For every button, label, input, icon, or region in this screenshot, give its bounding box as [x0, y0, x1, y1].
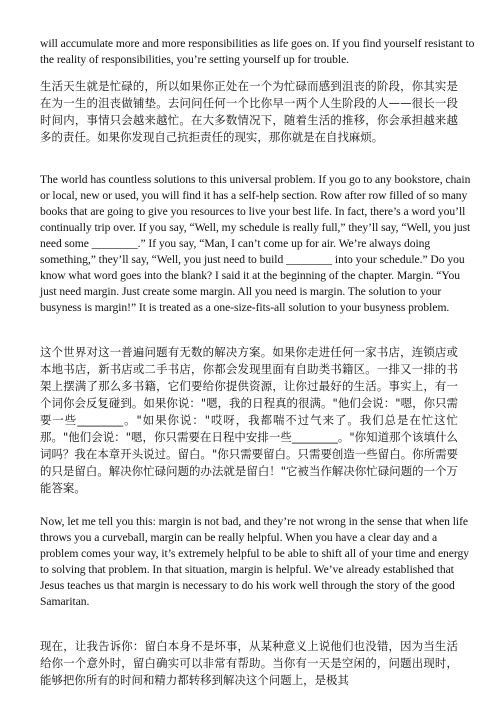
paragraph-chinese-2: 这个世界对这一普遍问题有无数的解决方案。如果你走进任何一家书店，连锁店或本地书店，新书店或二手书店，你都会发现里面有自助类书籍区。一排又一排的书架上摆满了那么多书籍，它们要给你提供资源，让你过最好的生活。事实上，有一个词你会反复碰到。如果你说："嗯，我的日程真的很满。"他们会说："嗯，你只需要一些________。"如果你说："哎呀，我都喘不过气来了。我们总是在忙这忙那。"他们会说："嗯，你只需要在日程中安排一些________。"你知道那个该填什么词吗？我在本章开头说过。留白。"你只需要留白。只需要创造一些留白。你所需要的只是留白。解决你忙碌问题的办法就是留白！"它被当作解决你忙碌问题的一个万能答案。: [40, 345, 458, 495]
paragraph-chinese-1: 生活天生就是忙碌的，所以如果你正处在一个为忙碌而感到沮丧的阶段，你其实是在为一生的沮丧做铺垫。去问问任何一个比你早一两个人生阶段的人——很长一段时间内，事情只会越来越忙。在大多数情况下，随着生活的推移，你会承担越来越多的责任。如果你发现自己抗拒责任的现实，那你就是在自找麻烦。: [40, 79, 458, 144]
paragraph-english-3: Now, let me tell you this: margin is not bad, and they’re not wrong in the sense that when life throws you a curveball, margin can be really helpful. When you have a clear day and a problem comes your way, it’s extremely helpful to be able to shift all of your time and energy to solving that problem. In that situation, margin is helpful. We’ve already established that Jesus teaches us that margin is necessary to do his work well through the story of the good Samaritan.: [40, 515, 469, 608]
paragraph-english-2: The world has countless solutions to this universal problem. If you go to any bookstore, chain or local, new or used, you will find it has a self-help section. Row after row filled of so many books that are going to give you resources to live your best life. In fact, there’s a word you’ll continually trip over. If you say, “Well, my schedule is really full,” they’ll say, “Well, you just need some ________.” If you say, “Man, I can’t come up for air. We’re always doing something,” they’ll say, “Well, you just need to build ________ into your schedule.” Do you know what word goes into the blank? I said it at the beginning of the chapter. Margin. “You just need margin. Just create some margin. All you need is margin. The solution to your busyness is margin!” It is treated as a one-size-fits-all solution to your busyness problem.: [40, 173, 471, 314]
paragraph-chinese-3: 现在，让我告诉你：留白本身不是坏事，从某种意义上说他们也没错，因为当生活给你一个意外时，留白确实可以非常有帮助。当你有一天是空闲的，问题出现时，能够把你所有的时间和精力都转移到解决这个问题上，是极其: [40, 639, 458, 687]
paragraph-english-1: will accumulate more and more responsibilities as life goes on. If you find yourself resistant to the reality of responsibilities, you’re setting yourself up for trouble.: [40, 37, 475, 66]
